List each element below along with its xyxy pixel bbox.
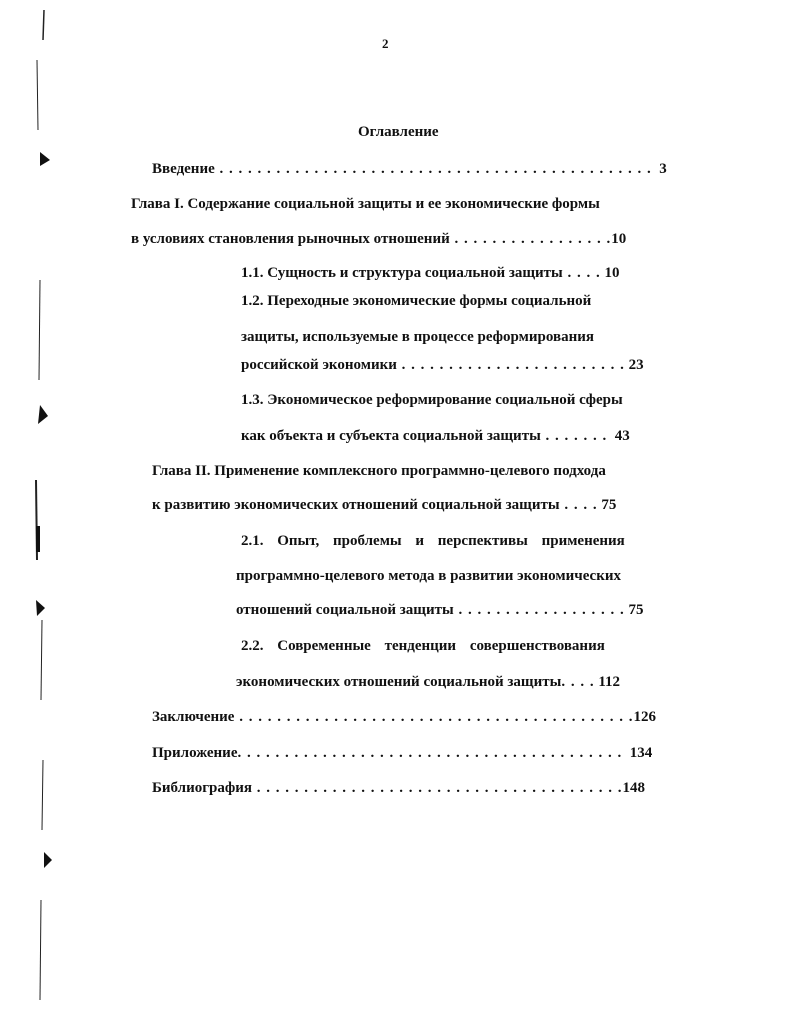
entry-label: Введение [152, 161, 215, 177]
leader-dots: . . . . . . . [540, 428, 608, 444]
page-ref: 112 [598, 674, 621, 690]
toc-entry-chapter2-line1[interactable] [152, 462, 606, 480]
page-ref: 134 [629, 745, 653, 761]
entry-label: российской экономики [241, 357, 397, 373]
toc-entry-section-2-2-line2[interactable] [236, 673, 620, 691]
page-ref: 148 [622, 780, 646, 796]
entry-label: защиты, используемые в процессе реформирования [241, 329, 594, 345]
toc-entry-section-1-3-line2[interactable] [241, 427, 630, 445]
scan-edge-artifacts [0, 0, 70, 1029]
toc-entry-section-1-2-line3[interactable] [241, 356, 644, 374]
toc-entry-section-1-2-line1[interactable] [241, 292, 591, 310]
toc-title: Оглавление [358, 124, 439, 140]
page-number: 2 [382, 36, 389, 51]
leader-dots: . . . . . . . . . . . . . . . . . . . . . . . . [396, 357, 625, 373]
leader-dots: . . . . . . . . . . . . . . . . . . . . . . . . . . . . . . . . . . . . . . . . . . [234, 709, 634, 725]
entry-label: Библиография [152, 780, 253, 796]
toc-entry-bibliography[interactable] [152, 779, 645, 797]
entry-label: Глава II. Применение комплексного программно-целевого подхода [152, 463, 606, 479]
entry-label: Приложение [152, 745, 238, 761]
entry-label: Заключение [152, 709, 235, 725]
leader-dots: . . . . . . . . . . . . . . . . . [449, 231, 612, 247]
toc-entry-section-2-1-line1[interactable] [241, 532, 625, 550]
entry-label: 2.1. Опыт, проблемы и перспективы применения [241, 533, 625, 549]
toc-entry-section-2-1-line3[interactable] [236, 601, 643, 619]
page-ref: 75 [601, 497, 617, 513]
entry-label: 1.3. Экономическое реформирование социальной сферы [241, 392, 623, 408]
toc-entry-chapter1-line2[interactable] [131, 230, 626, 248]
toc-entry-section-1-2-line2[interactable] [241, 328, 594, 346]
page-ref: 43 [614, 428, 630, 444]
toc-entry-section-1-1[interactable] [241, 264, 620, 282]
entry-label: к развитию экономических отношений социальной защиты [152, 497, 560, 513]
page-ref: 75 [628, 602, 644, 618]
toc-entry-chapter1-line1[interactable] [131, 195, 600, 213]
leader-dots: . . . . [561, 674, 595, 690]
toc-entry-appendix[interactable] [152, 744, 652, 762]
leader-dots: . . . . . . . . . . . . . . . . . . . . . . . . . . . . . . . . . . . . . . . . . [237, 745, 623, 761]
entry-label: в условиях становления рыночных отношений [131, 231, 450, 247]
leader-dots: . . . . . . . . . . . . . . . . . . . . . . . . . . . . . . . . . . . . . . . . . . . . . . [214, 161, 652, 177]
entry-label: 1.1. Сущность и структура социальной защиты [241, 265, 563, 281]
leader-dots: . . . . . . . . . . . . . . . . . . . . . . . . . . . . . . . . . . . . . . . [252, 780, 623, 796]
toc-entry-section-2-1-line2[interactable] [236, 567, 621, 585]
toc-entry-chapter2-line2[interactable] [152, 496, 616, 514]
page-ref: 10 [611, 231, 627, 247]
leader-dots: . . . . [559, 497, 598, 513]
page-ref: 10 [604, 265, 620, 281]
leader-dots: . . . . [562, 265, 601, 281]
toc-entry-section-2-2-line1[interactable] [241, 637, 605, 655]
entry-label: отношений социальной защиты [236, 602, 454, 618]
entry-label: Глава I. Содержание социальной защиты и ее экономические формы [131, 196, 600, 212]
entry-label: 2.2. Современные тенденции совершенствования [241, 638, 605, 654]
entry-label: экономических отношений социальной защиты [236, 674, 562, 690]
toc-entry-intro[interactable] [152, 160, 667, 178]
toc-entry-conclusion[interactable] [152, 708, 656, 726]
entry-label: как объекта и субъекта социальной защиты [241, 428, 541, 444]
entry-label: программно-целевого метода в развитии экономических [236, 568, 621, 584]
leader-dots: . . . . . . . . . . . . . . . . . . [453, 602, 625, 618]
toc-entry-section-1-3-line1[interactable] [241, 391, 623, 409]
entry-label: 1.2. Переходные экономические формы социальной [241, 293, 592, 309]
page-ref: 3 [659, 161, 667, 177]
page-ref: 126 [633, 709, 656, 725]
page-ref: 23 [628, 357, 644, 373]
